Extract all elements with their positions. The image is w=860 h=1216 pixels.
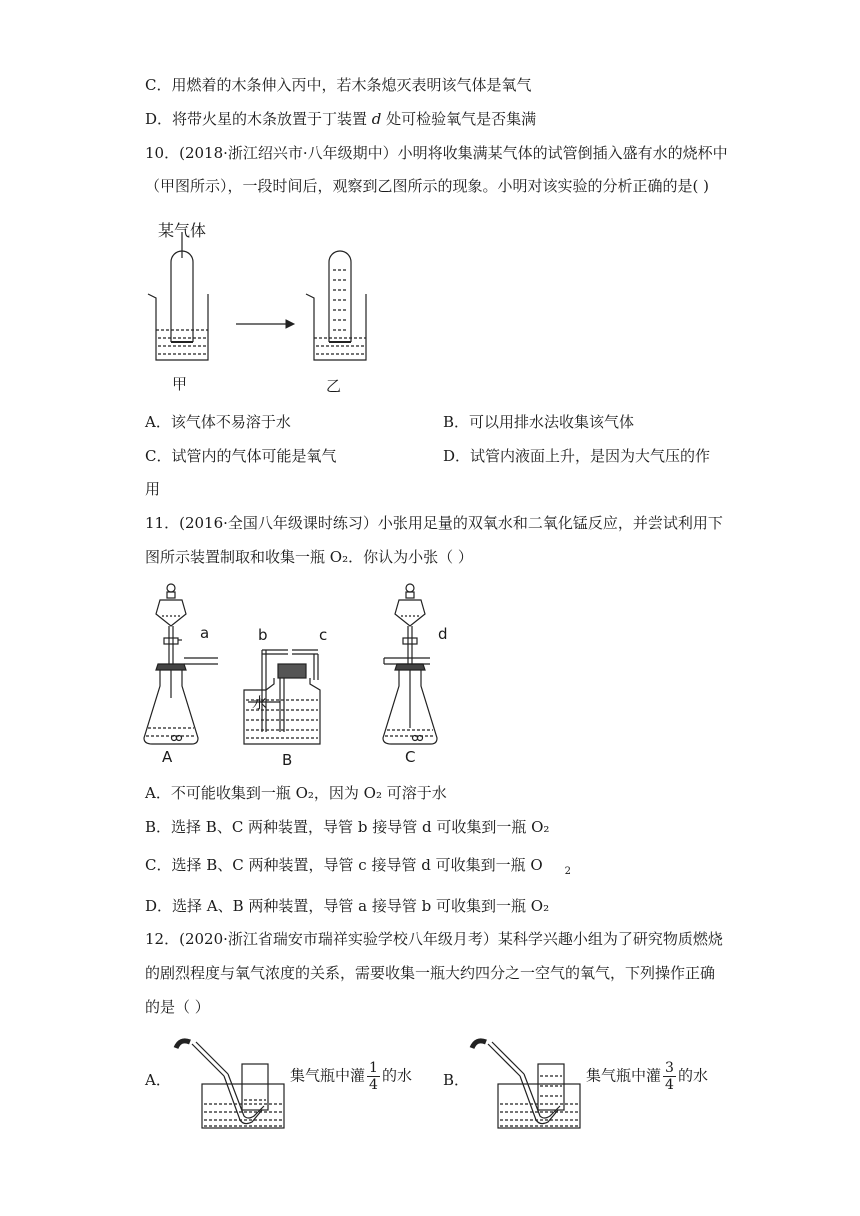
q10-option-a: A．该气体不易溶于水 <box>145 413 291 431</box>
q12-option-a-caption <box>290 1060 412 1093</box>
q11-label-C: C <box>405 748 416 766</box>
arrow-icon <box>236 320 294 328</box>
q9-option-d-post: 处可检验氧气是否集满 <box>381 110 537 128</box>
q12-option-b-letter: B． <box>443 1071 470 1089</box>
q9-option-d-var: d <box>371 110 382 128</box>
q11-label-b-pipe: b <box>258 626 268 644</box>
q11-label-d-pipe: d <box>438 625 448 643</box>
q11-option-b: B．选择 B、C 两种装置，导管 b 接导管 d 可收集到一瓶 O₂ <box>145 818 550 836</box>
q10-stem-line1: 10．(2018·浙江绍兴市·八年级期中）小明将收集满某气体的试管倒插入盛有水的烧杯中 <box>145 144 728 162</box>
q12-option-b-suffix: 的水 <box>677 1066 708 1085</box>
q11-figure <box>140 578 460 768</box>
q12-stem-line2: 的剧烈程度与氧气浓度的关系，需要收集一瓶大约四分之一空气的氧气，下列操作正确 <box>145 964 716 982</box>
q11-option-a: A．不可能收集到一瓶 O₂，因为 O₂ 可溶于水 <box>145 784 447 802</box>
q10-stem-line2: （甲图所示），一段时间后，观察到乙图所示的现象。小明对该实验的分析正确的是( ) <box>145 177 709 195</box>
q10-option-d: D．试管内液面上升，是因为大气压的作 <box>443 447 711 465</box>
q12-option-b-num: 3 <box>665 1060 674 1076</box>
beaker-jia <box>148 232 208 360</box>
q11-stem-line2: 图所示装置制取和收集一瓶 O₂．你认为小张（ ） <box>145 548 473 566</box>
q11-option-d: D．选择 A、B 两种装置，导管 a 接导管 b 可收集到一瓶 O₂ <box>145 897 550 915</box>
q9-option-d <box>145 109 536 129</box>
q12-option-a-den: 4 <box>369 1077 378 1093</box>
q12-option-b-den: 4 <box>665 1077 674 1093</box>
q12-figure-b <box>466 1028 586 1138</box>
apparatus-c <box>383 584 437 744</box>
q11-label-water: 水 <box>252 694 268 712</box>
q10-label-jia: 甲 <box>172 375 188 393</box>
q11-option-c-text: C．选择 B、C 两种装置，导管 c 接导管 d 可收集到一瓶 O <box>145 856 543 874</box>
q11-option-c <box>145 855 571 882</box>
q12-option-b-fraction <box>663 1060 676 1093</box>
q10-option-b: B．可以用排水法收集该气体 <box>443 413 635 431</box>
q12-option-a-num: 1 <box>369 1060 378 1076</box>
q12-stem-line1: 12．(2020·浙江省瑞安市瑞祥实验学校八年级月考）某科学兴趣小组为了研究物质燃烧 <box>145 930 723 948</box>
q9-option-c: C．用燃着的木条伸入丙中，若木条熄灭表明该气体是氧气 <box>145 76 532 94</box>
beaker-yi <box>306 251 366 360</box>
q11-stem-line1: 11．(2016·全国八年级课时练习）小张用足量的双氧水和二氧化锰反应，并尝试利用下 <box>145 514 723 532</box>
q10-gas-label: 某气体 <box>158 221 207 240</box>
q10-label-yi: 乙 <box>326 377 342 395</box>
q11-label-c-pipe: c <box>319 626 328 644</box>
q11-option-c-sub: 2 <box>564 866 572 877</box>
q12-option-b-caption <box>586 1060 708 1093</box>
q12-option-a-letter: A． <box>145 1071 171 1089</box>
q12-stem-line3: 的是（ ） <box>145 998 210 1016</box>
q11-label-A: A <box>162 748 173 766</box>
apparatus-a <box>144 584 218 744</box>
q9-option-d-pre: D．将带火星的木条放置于丁装置 <box>145 110 372 128</box>
q12-option-a-suffix: 的水 <box>381 1066 412 1085</box>
q11-label-a-pipe: a <box>200 624 210 642</box>
q10-option-c: C．试管内的气体可能是氧气 <box>145 447 337 465</box>
q12-option-b-text: 集气瓶中灌 <box>586 1066 662 1085</box>
q12-option-a-fraction <box>367 1060 380 1093</box>
q11-label-B: B <box>282 751 293 769</box>
q12-figure-a <box>170 1028 290 1138</box>
q10-option-d-cont: 用 <box>145 480 161 498</box>
q12-option-a-text: 集气瓶中灌 <box>290 1066 366 1085</box>
